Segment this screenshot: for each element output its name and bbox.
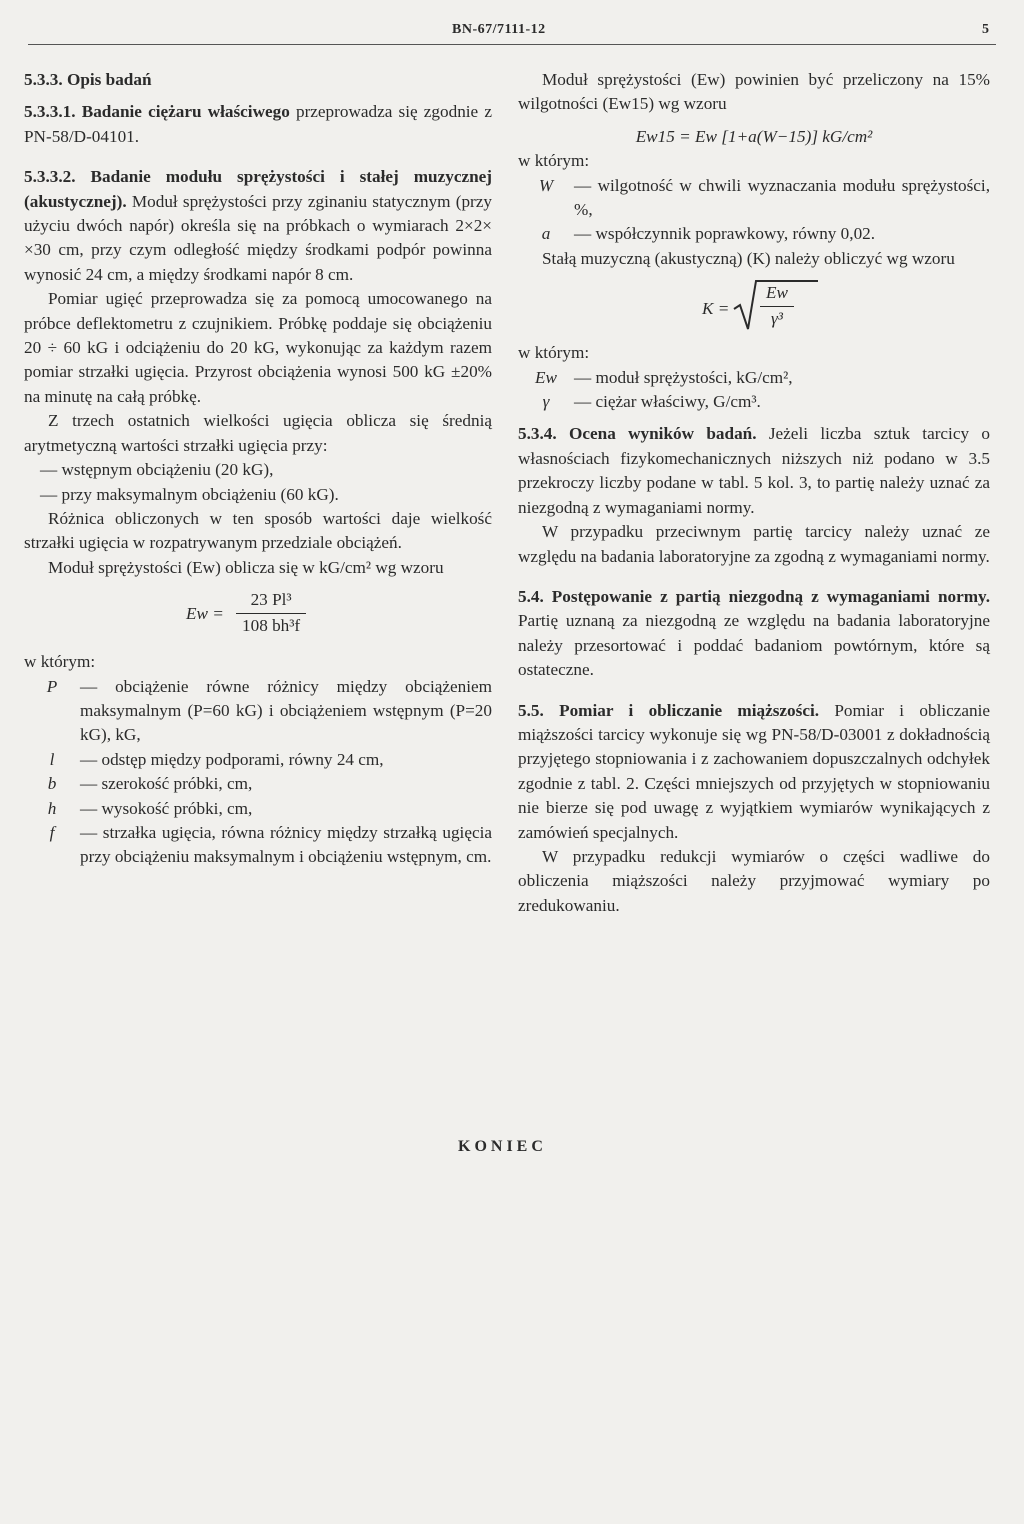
left-column [24, 68, 492, 870]
paragraph: Moduł sprężystości (Ew) oblicza się w kG/cm² wg wzoru [48, 557, 444, 577]
paragraph: 5.4. Postępowanie z partią niezgodną z wymaganiami normy. Partię uznaną za niezgodną ze względu na badania laboratoryjne należy przesortować i poddać badaniom powtórnym, które są ostateczne. [518, 586, 990, 680]
definition-item: Ew — moduł sprężystości, kG/cm², [535, 367, 793, 387]
paragraph: Moduł sprężystości (Ew) powinien być przeliczony na 15% wilgotności (Ew15) wg wzoru [518, 70, 990, 114]
paragraph: 5.3.4. Ocena wyników badań. Jeżeli liczba sztuk tarcicy o własnościach fizykomechanicznych niższych niż podano w 3.5 przekroczy liczby podane w tabl. 5 kol. 3, to partię należy uznać za niezgodną z wymaganiami normy. [518, 424, 990, 517]
formula-lhs: K = [702, 299, 730, 319]
section-heading: 5.3.3. Opis badań [24, 70, 152, 89]
header-rule [28, 44, 996, 45]
standard-code: BN-67/7111-12 [452, 22, 546, 37]
formula-correction: Ew15 = Ew [1+a(W−15)] kG/cm² [635, 126, 873, 146]
definition-item: f — strzałka ugięcia, równa różnicy między strzałką ugięcia przy obciążeniu maksymalnym i obciążeniu wstępnym, cm. [49, 822, 492, 867]
right-column [518, 68, 990, 918]
paragraph: 5.5. Pomiar i obliczanie miąższości. Pomiar i obliczanie miąższości tarcicy wykonuje się wg PN-58/D-03001 z dokładnością przyjętego stopniowania i z zachowaniem dopuszczalnych odchyłek zgodnie z tabl. 2. Części mniejszych od przyjętych w stopniowaniu nie bierze się pod uwagę z wyjątkiem wymiarów wynikających z zamówień specjalnych. [518, 700, 991, 842]
list-item: — wstępnym obciążeniu (20 kG), [40, 460, 274, 480]
definition-item: W — wilgotność w chwili wyznaczania modułu sprężystości, %, [538, 175, 990, 220]
paragraph: 5.3.3.2. Badanie modułu sprężystości i stałej muzycznej (akustycznej). Moduł sprężystości przy zginaniu statycznym (przy użyciu dwóch napór) określa się na próbkach o wymiarach 2×2× ×30 cm, przy czym odległość między środkami podpór powinna wynosić 24 cm, a między środkami napór 8 cm. [24, 167, 492, 284]
paragraph: Z trzech ostatnich wielkości ugięcia oblicza się średnią arytmetyczną wartości strzałki ugięcia przy: [24, 411, 492, 455]
formula-modulus [24, 580, 492, 650]
list-item: — przy maksymalnym obciążeniu (60 kG). [40, 484, 339, 504]
paragraph: w którym: [24, 652, 96, 672]
definition-item: P — obciążenie równe różnicy między obciążeniem maksymalnym (P=60 kG) i obciążeniem wstępnym (P=20 kG), kG, [46, 676, 492, 745]
definition-item: a — współczynnik poprawkowy, równy 0,02. [541, 224, 876, 244]
page-number: 5 [982, 22, 989, 37]
paragraph: Pomiar ugięć przeprowadza się za pomocą umocowanego na próbce deflektometru z czujnikiem. Próbkę poddaje się obciążeniu 20 ÷ 60 kG i odciążeniu do 20 kG, wykonując za każdym razem pomiar strzałki ugięcia. Przyrost obciążenia wynosi 500 kG ±20% na minutę na całą próbkę. [24, 289, 492, 406]
formula-denominator: γ³ [771, 308, 783, 328]
definition-list [518, 174, 990, 247]
definition-list [24, 675, 492, 870]
definition-item: b — szerokość próbki, cm, [47, 774, 253, 794]
paragraph: Stałą muzyczną (akustyczną) (K) należy obliczyć wg wzoru [542, 248, 955, 268]
paragraph: W przypadku przeciwnym partię tarcicy należy uznać ze względu na badania laboratoryjne za zgodną z wymaganiami normy. [518, 522, 990, 566]
formula-numerator: 23 Pl³ [236, 588, 306, 613]
formula-acoustic-constant [518, 271, 990, 341]
formula-fraction [760, 281, 794, 331]
definition-item: h — wysokość próbki, cm, [47, 798, 253, 818]
formula-numerator: Ew [760, 281, 794, 306]
definition-item: γ — ciężar właściwy, G/cm³. [542, 392, 761, 412]
formula-lhs: Ew = [186, 604, 224, 624]
formula-denominator: 108 bh³f [242, 615, 301, 635]
definition-item: l — odstęp między podporami, równy 24 cm, [49, 749, 384, 769]
paragraph: Różnica obliczonych w ten sposób wartości daje wielkość strzałki ugięcia w rozpatrywanym przedziale obciążeń. [24, 508, 492, 553]
paragraph: 5.3.3.1. Badanie ciężaru właściwego przeprowadza się zgodnie z PN-58/D-04101. [24, 102, 492, 146]
paragraph: W przypadku redukcji wymiarów o części wadliwe do obliczenia miąższości należy przyjmować wymiary po zredukowaniu. [518, 846, 990, 915]
end-marker: KONIEC [458, 1138, 547, 1155]
definition-list [518, 366, 990, 415]
paragraph: w którym: [518, 151, 590, 171]
paragraph: w którym: [518, 343, 590, 363]
page-header [0, 20, 1024, 50]
formula-fraction [236, 588, 306, 638]
